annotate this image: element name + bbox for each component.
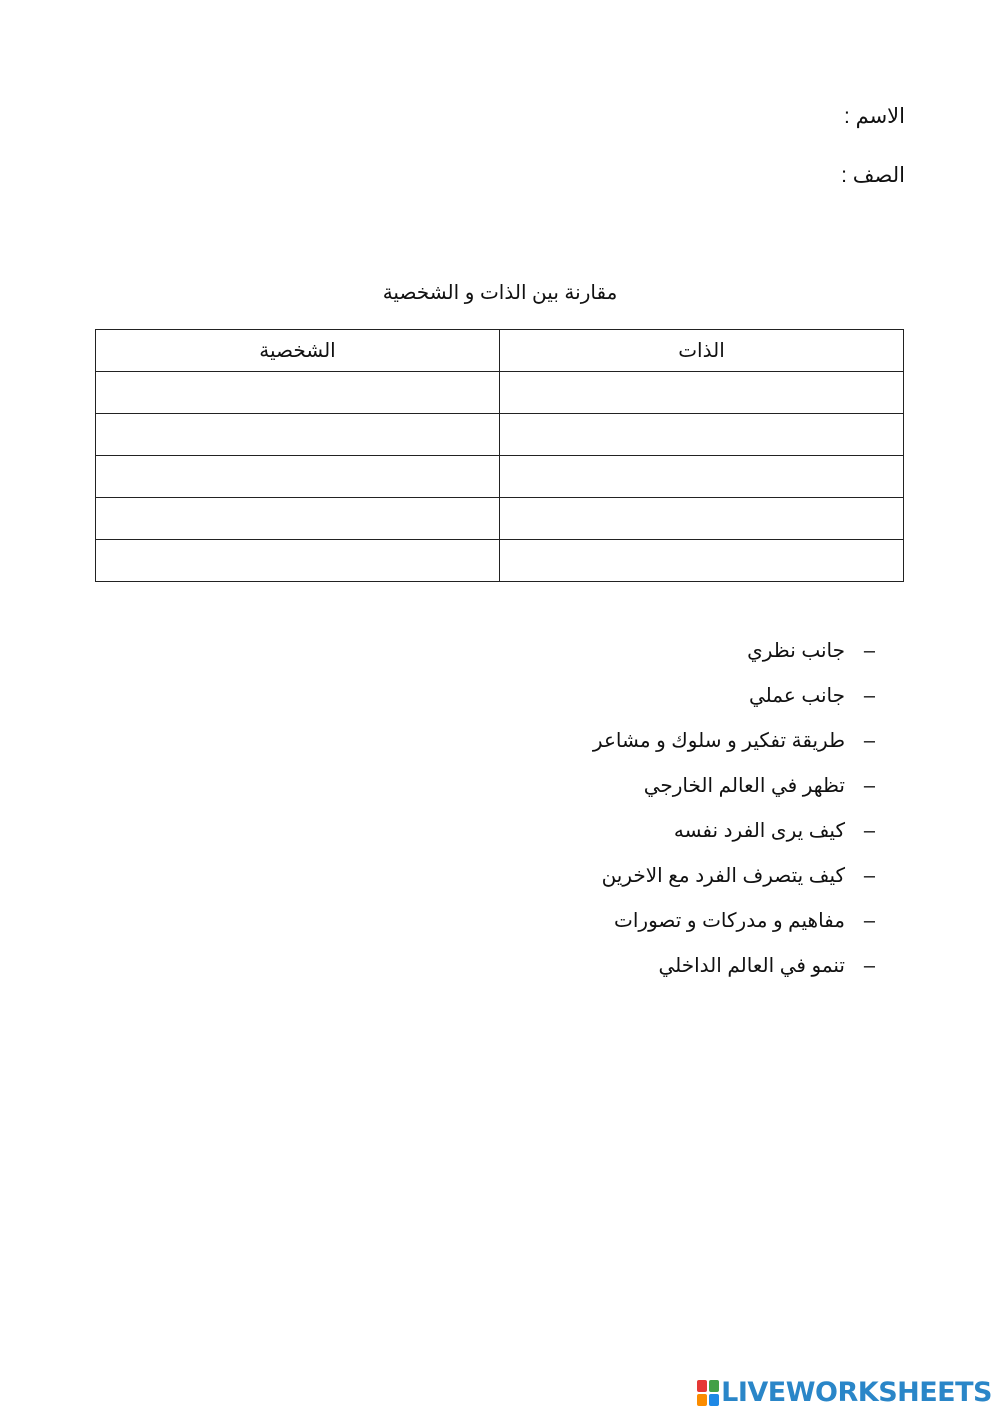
answer-cell-self[interactable] <box>500 414 904 456</box>
dash-bullet: – <box>863 640 875 662</box>
table-row <box>96 372 904 414</box>
answer-cell-personality[interactable] <box>96 498 500 540</box>
answer-cell-personality[interactable] <box>96 414 500 456</box>
list-item[interactable] <box>593 723 875 768</box>
statement-list <box>593 633 875 993</box>
answer-cell-self[interactable] <box>500 372 904 414</box>
statement-text: تنمو في العالم الداخلي <box>658 955 845 977</box>
list-item[interactable] <box>593 678 875 723</box>
statement-text: جانب عملي <box>748 685 845 707</box>
answer-cell-personality[interactable] <box>96 456 500 498</box>
dash-bullet: – <box>863 865 875 887</box>
statement-text: جانب نظري <box>747 640 845 662</box>
dash-bullet: – <box>863 820 875 842</box>
liveworksheets-brand <box>697 1378 992 1408</box>
answer-cell-personality[interactable] <box>96 372 500 414</box>
table-header-row <box>96 330 904 372</box>
dash-bullet: – <box>863 910 875 932</box>
dash-bullet: – <box>863 955 875 977</box>
answer-cell-self[interactable] <box>500 540 904 582</box>
dash-bullet: – <box>863 730 875 752</box>
brand-wordmark: LIVEWORKSHEETS <box>721 1377 992 1408</box>
statement-text: تظهر في العالم الخارجي <box>643 775 845 797</box>
answer-cell-self[interactable] <box>500 498 904 540</box>
comparison-table <box>95 329 904 582</box>
logo-square-blue <box>709 1394 719 1406</box>
statement-text: كيف يتصرف الفرد مع الاخرين <box>601 865 845 887</box>
name-field-label: الاسم : <box>843 105 905 128</box>
statement-text: كيف يرى الفرد نفسه <box>673 820 845 842</box>
column-header-self: الذات <box>500 330 904 372</box>
logo-square-red <box>697 1380 707 1392</box>
list-item[interactable] <box>593 768 875 813</box>
table-row <box>96 414 904 456</box>
statement-text: مفاهيم و مدركات و تصورات <box>614 910 845 932</box>
table-row <box>96 540 904 582</box>
list-item[interactable] <box>593 948 875 993</box>
table-row <box>96 498 904 540</box>
answer-cell-self[interactable] <box>500 456 904 498</box>
page-title: مقارنة بين الذات و الشخصية <box>382 282 618 304</box>
dash-bullet: – <box>863 775 875 797</box>
list-item[interactable] <box>593 903 875 948</box>
list-item[interactable] <box>593 813 875 858</box>
answer-cell-personality[interactable] <box>96 540 500 582</box>
statement-text: طريقة تفكير و سلوك و مشاعر <box>592 730 845 752</box>
logo-square-orange <box>697 1394 707 1406</box>
class-field-label: الصف : <box>841 164 905 187</box>
column-header-personality: الشخصية <box>96 330 500 372</box>
logo-square-green <box>709 1380 719 1392</box>
table-row <box>96 456 904 498</box>
dash-bullet: – <box>863 685 875 707</box>
list-item[interactable] <box>593 858 875 903</box>
liveworksheets-logo-icon <box>697 1380 719 1406</box>
list-item[interactable] <box>593 633 875 678</box>
